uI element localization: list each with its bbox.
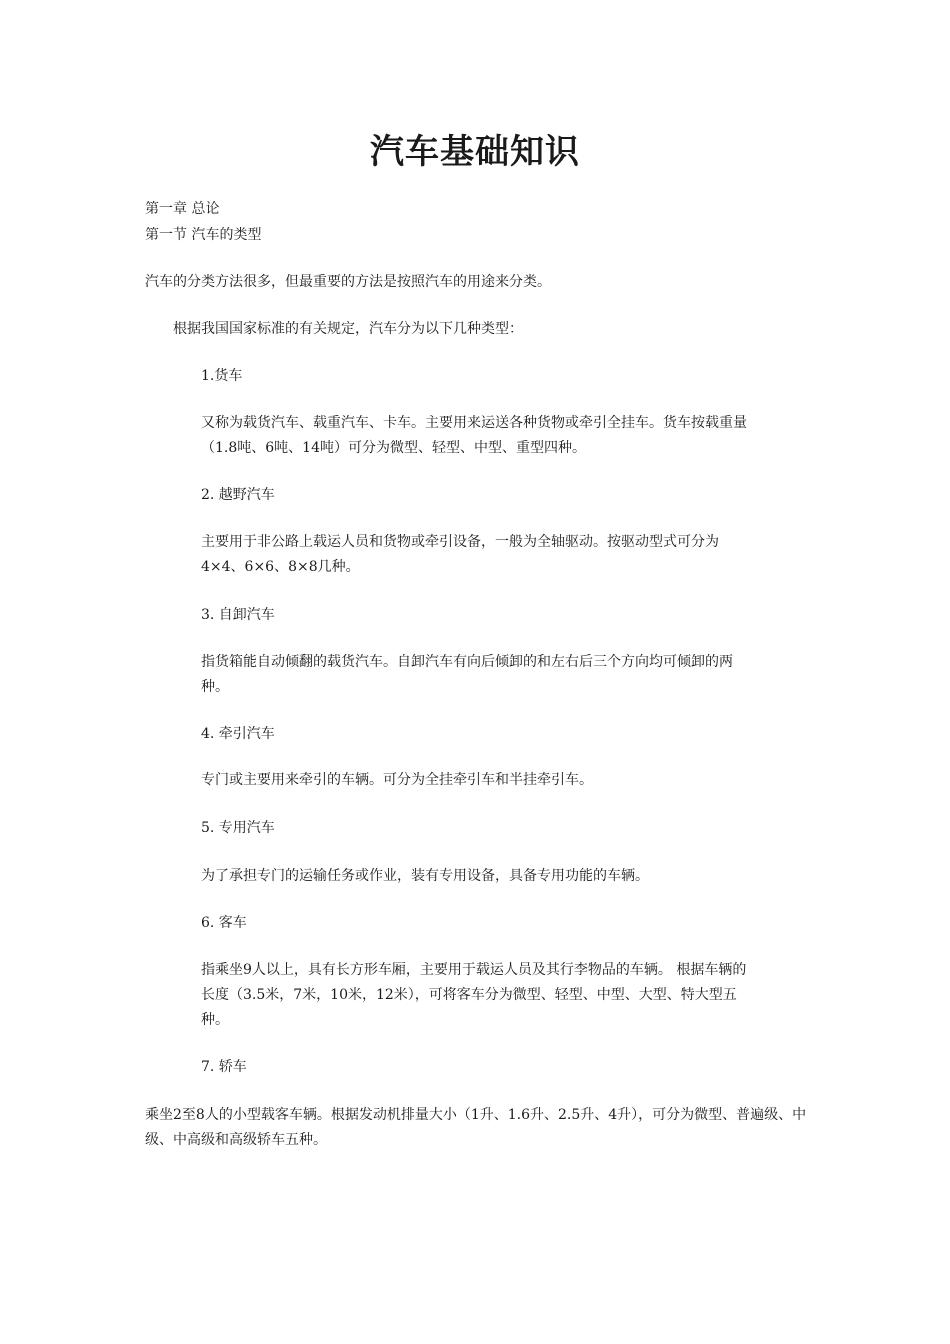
intro-paragraph-2: 根据我国国家标准的有关规定，汽车分为以下几种类型： (173, 321, 523, 337)
item-body: 指货箱能自动倾翻的载货汽车。自卸汽车有向后倾卸的和左右后三个方向均可倾卸的两种。 (201, 654, 733, 695)
intro-paragraph: 汽车的分类方法很多，但最重要的方法是按照汽车的用途来分类。 (145, 274, 551, 290)
item-body: 又称为载货汽车、载重汽车、卡车。主要用来运送各种货物或牵引全挂车。货车按载重量（1.8吨、6吨、14吨）可分为微型、轻型、中型、重型四种。 (201, 415, 747, 456)
item-body: 主要用于非公路上载运人员和货物或牵引设备，一般为全轴驱动。按驱动型式可分为4×4、6×6、8×8几种。 (201, 534, 719, 575)
item-heading: 2. 越野汽车 (201, 487, 275, 503)
item-body: 为了承担专门的运输任务或作业，装有专用设备，具备专用功能的车辆。 (201, 868, 649, 884)
item-heading: 1.货车 (201, 368, 243, 384)
item-heading: 7. 轿车 (201, 1059, 247, 1075)
item-heading: 5. 专用汽车 (201, 820, 275, 836)
item-heading: 6. 客车 (201, 915, 247, 931)
item-body: 专门或主要用来牵引的车辆。可分为全挂牵引车和半挂牵引车。 (201, 772, 593, 788)
document-title: 汽车基础知识 (370, 132, 580, 172)
item-body: 指乘坐9人以上，具有长方形车厢，主要用于载运人员及其行李物品的车辆。 根据车辆的长度（3.5米，7米，10米，12米），可将客车分为微型、轻型、中型、大型、特大型五种。 (201, 962, 747, 1028)
item-heading: 4. 牵引汽车 (201, 726, 275, 742)
item-body: 乘坐2至8人的小型载客车辆。根据发动机排量大小（1升、1.6升、2.5升、4升），可分为微型、普遍级、中级、中高级和高级轿车五种。 (145, 1107, 807, 1148)
item-heading: 3. 自卸汽车 (201, 607, 275, 623)
chapter-heading: 第一章 总论 (145, 201, 220, 217)
section-heading: 第一节 汽车的类型 (145, 227, 262, 243)
